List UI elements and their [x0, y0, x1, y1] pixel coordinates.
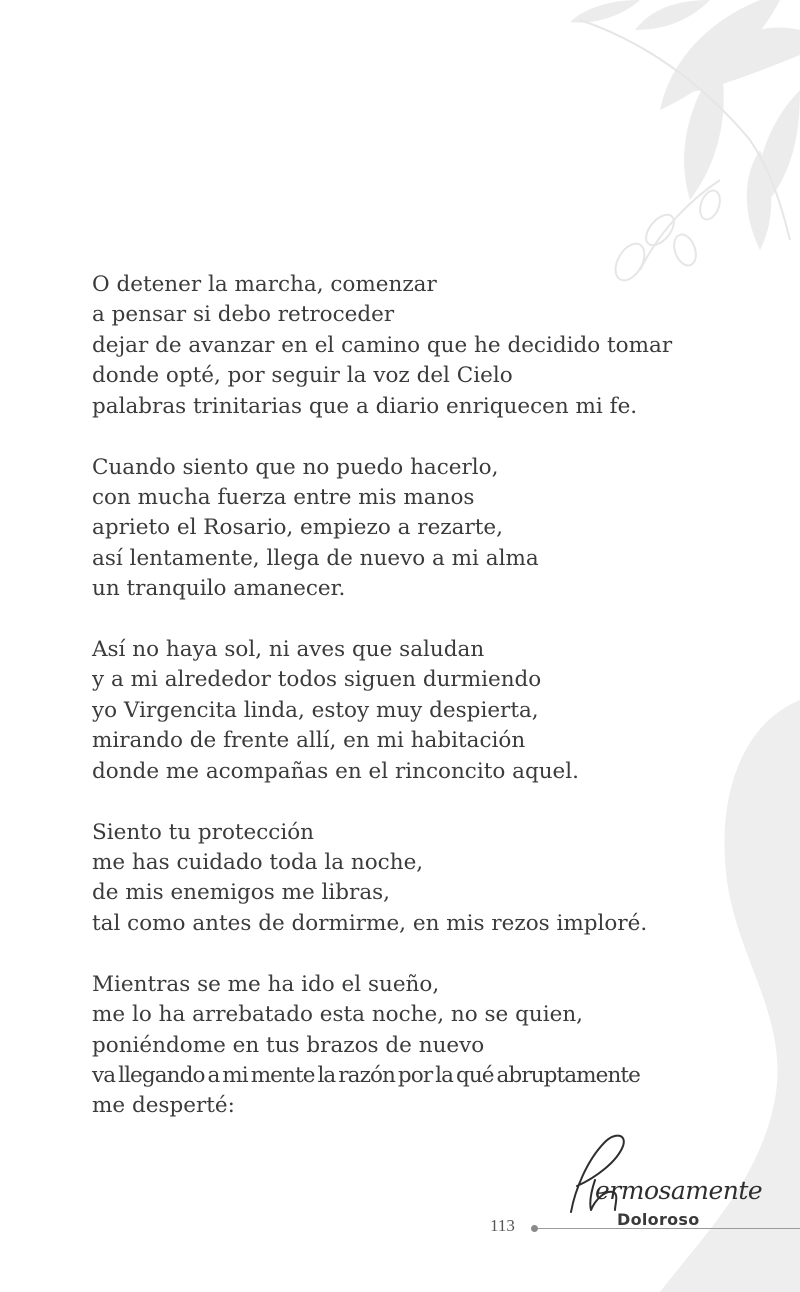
poem-line: dejar de avanzar en el camino que he decidido tomar	[92, 332, 673, 358]
poem-line: O detener la marcha, comenzar	[92, 272, 437, 297]
poem-line: con mucha fuerza entre mis manos	[92, 484, 475, 510]
poem-line: me has cuidado toda la noche,	[92, 850, 424, 875]
poem-line: tal como antes de dormirme, en mis rezos imploré.	[92, 910, 648, 936]
leaf-branch-icon	[460, 0, 800, 300]
poem-line: Cuando siento que no puedo hacerlo,	[92, 454, 499, 480]
stanza-4	[92, 818, 732, 940]
poem-body	[92, 270, 732, 1152]
page-number: 113	[490, 1216, 515, 1235]
poem-line: me lo ha arrebatado esta noche, no se quien,	[92, 1002, 584, 1028]
poem-line: Mientras se me ha ido el sueño,	[92, 971, 440, 997]
poem-line: Siento tu protección	[92, 819, 315, 845]
poem-line: poniéndome en tus brazos de nuevo	[92, 1032, 485, 1058]
stanza-3	[92, 635, 732, 787]
poem-line: así lentamente, llega de nuevo a mi alma	[92, 545, 539, 571]
poem-line: va llegando a mi mente la razón por la qué abruptamente	[92, 1062, 640, 1088]
poem-line: palabras trinitarias que a diario enriquecen mi fe.	[92, 393, 638, 419]
poem-line: a pensar si debo retroceder	[92, 302, 395, 328]
poem-line: y a mi alrededor todos siguen durmiendo	[92, 667, 542, 693]
stanza-5	[92, 970, 732, 1122]
stanza-1	[92, 270, 732, 422]
poem-line: aprieto el Rosario, empiezo a rezarte,	[92, 515, 503, 541]
poem-line: me desperté:	[92, 1093, 235, 1119]
stanza-2	[92, 453, 732, 605]
poem-line: mirando de frente allí, en mi habitación	[92, 728, 526, 754]
poem-line: de mis enemigos me libras,	[92, 880, 391, 906]
brand-subtitle: Doloroso	[617, 1210, 700, 1229]
poem-line: donde me acompañas en el rinconcito aquel.	[92, 758, 579, 784]
footer-dot	[531, 1225, 538, 1232]
poem-line: yo Virgencita linda, estoy muy despierta,	[92, 697, 539, 723]
poem-line: donde opté, por seguir la voz del Cielo	[92, 363, 513, 389]
poem-line: un tranquilo amanecer.	[92, 576, 346, 602]
brand-script-text: ermosamente	[595, 1176, 763, 1205]
poem-line: Así no haya sol, ni aves que saludan	[92, 637, 485, 663]
brand-logo	[565, 1130, 765, 1230]
